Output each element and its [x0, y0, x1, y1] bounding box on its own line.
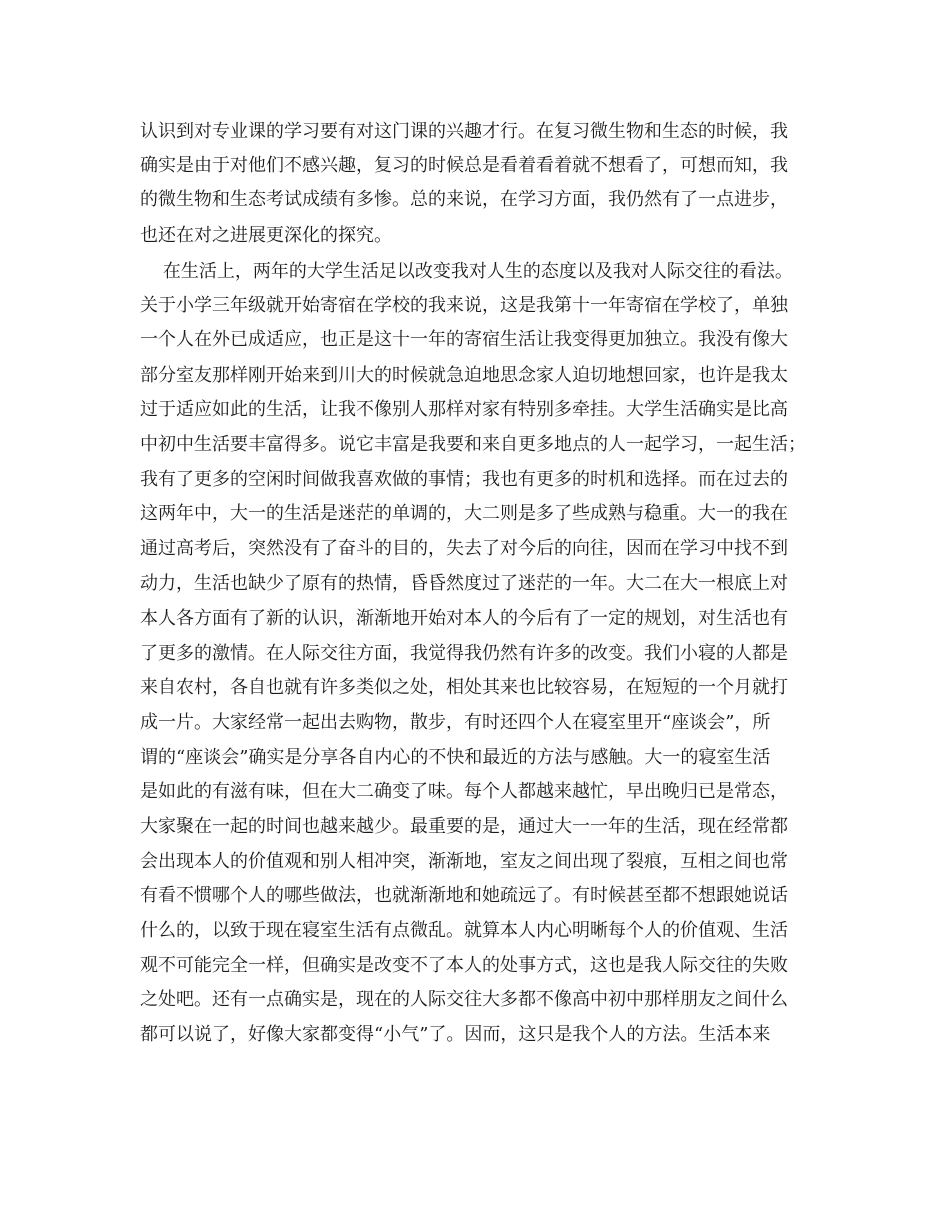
paragraph-start-line: 在生活上，两年的大学生活足以改变我对人生的态度以及我对人际交往的看法。 [140, 261, 793, 282]
text-line-6: 关于小学三年级就开始寄宿在学校的我来说，这是我第十一年寄宿在学校了，单独 [140, 295, 788, 316]
text-line-2: 确实是由于对他们不感兴趣，复习的时候总是看着看着就不想看了，可想而知，我 [140, 155, 788, 176]
text-line-10: 中初中生活要丰富得多。说它丰富是我要和来自更多地点的人一起学习，一起生活； [140, 434, 806, 455]
text-line-14: 动力，生活也缺少了原有的热情，昏昏然度过了迷茫的一年。大二在大一根底上对 [140, 573, 788, 594]
text-line-24: 什么的，以致于现在寝室生活有点微乱。就算本人内心明晰每个人的价值观、生活 [140, 920, 788, 941]
text-line-18: 成一片。大家经常一起出去购物，散步，有时还四个人在寝室里开“座谈会”，所 [140, 712, 771, 733]
text-line-22: 会出现本人的价值观和别人相冲突，渐渐地，室友之间出现了裂痕，互相之间也常 [140, 851, 788, 872]
text-line-26: 之处吧。还有一点确实是，现在的人际交往大多都不像高中初中那样朋友之间什么 [140, 989, 788, 1010]
text-line-9: 过于适应如此的生活，让我不像别人那样对家有特别多牵挂。大学生活确实是比高 [140, 399, 788, 420]
text-line-19: 谓的“座谈会”确实是分享各自内心的不快和最近的方法与感触。大一的寝室生活 [140, 747, 771, 768]
text-line-23: 有看不惯哪个人的哪些做法，也就渐渐地和她疏远了。有时候甚至都不想跟她说话 [140, 885, 788, 906]
text-line-25: 观不可能完全一样，但确实是改变不了本人的处事方式，这也是我人际交往的失败 [140, 955, 788, 976]
text-line-3: 的微生物和生态考试成绩有多惨。总的来说，在学习方面，我仍然有了一点进步， [140, 189, 788, 210]
text-line-20: 是如此的有滋有味，但在大二确变了味。每个人都越来越忙，早出晚归已是常态， [140, 781, 788, 802]
text-line-4: 也还在对之进展更深化的探究。 [140, 225, 392, 246]
text-line-11: 我有了更多的空闲时间做我喜欢做的事情；我也有更多的时机和选择。而在过去的 [140, 469, 788, 490]
text-line-1: 认识到对专业课的学习要有对这门课的兴趣才行。在复习微生物和生态的时候，我 [140, 121, 788, 142]
text-line-8: 部分室友那样刚开始来到川大的时候就急迫地思念家人迫切地想回家，也许是我太 [140, 365, 788, 386]
text-line-27: 都可以说了，好像大家都变得“小气”了。因而，这只是我个人的方法。生活本来 [140, 1024, 771, 1045]
text-line-21: 大家聚在一起的时间也越来越少。最重要的是，通过大一一年的生活，现在经常都 [140, 816, 788, 837]
text-line-12: 这两年中，大一的生活是迷茫的单调的，大二则是多了些成熟与稳重。大一的我在 [140, 503, 788, 524]
text-line-17: 来自农村，各自也就有许多类似之处，相处其来也比较容易，在短短的一个月就打 [140, 677, 788, 698]
text-line-7: 一个人在外已成适应，也正是这十一年的寄宿生活让我变得更加独立。我没有像大 [140, 329, 788, 350]
text-line-15: 本人各方面有了新的认识，渐渐地开始对本人的今后有了一定的规划，对生活也有 [140, 608, 788, 629]
text-line-13: 通过高考后，突然没有了奋斗的目的，失去了对今后的向往，因而在学习中找不到 [140, 538, 788, 559]
text-line-16: 了更多的激情。在人际交往方面，我觉得我仍然有许多的改变。我们小寝的人都是 [140, 643, 788, 664]
